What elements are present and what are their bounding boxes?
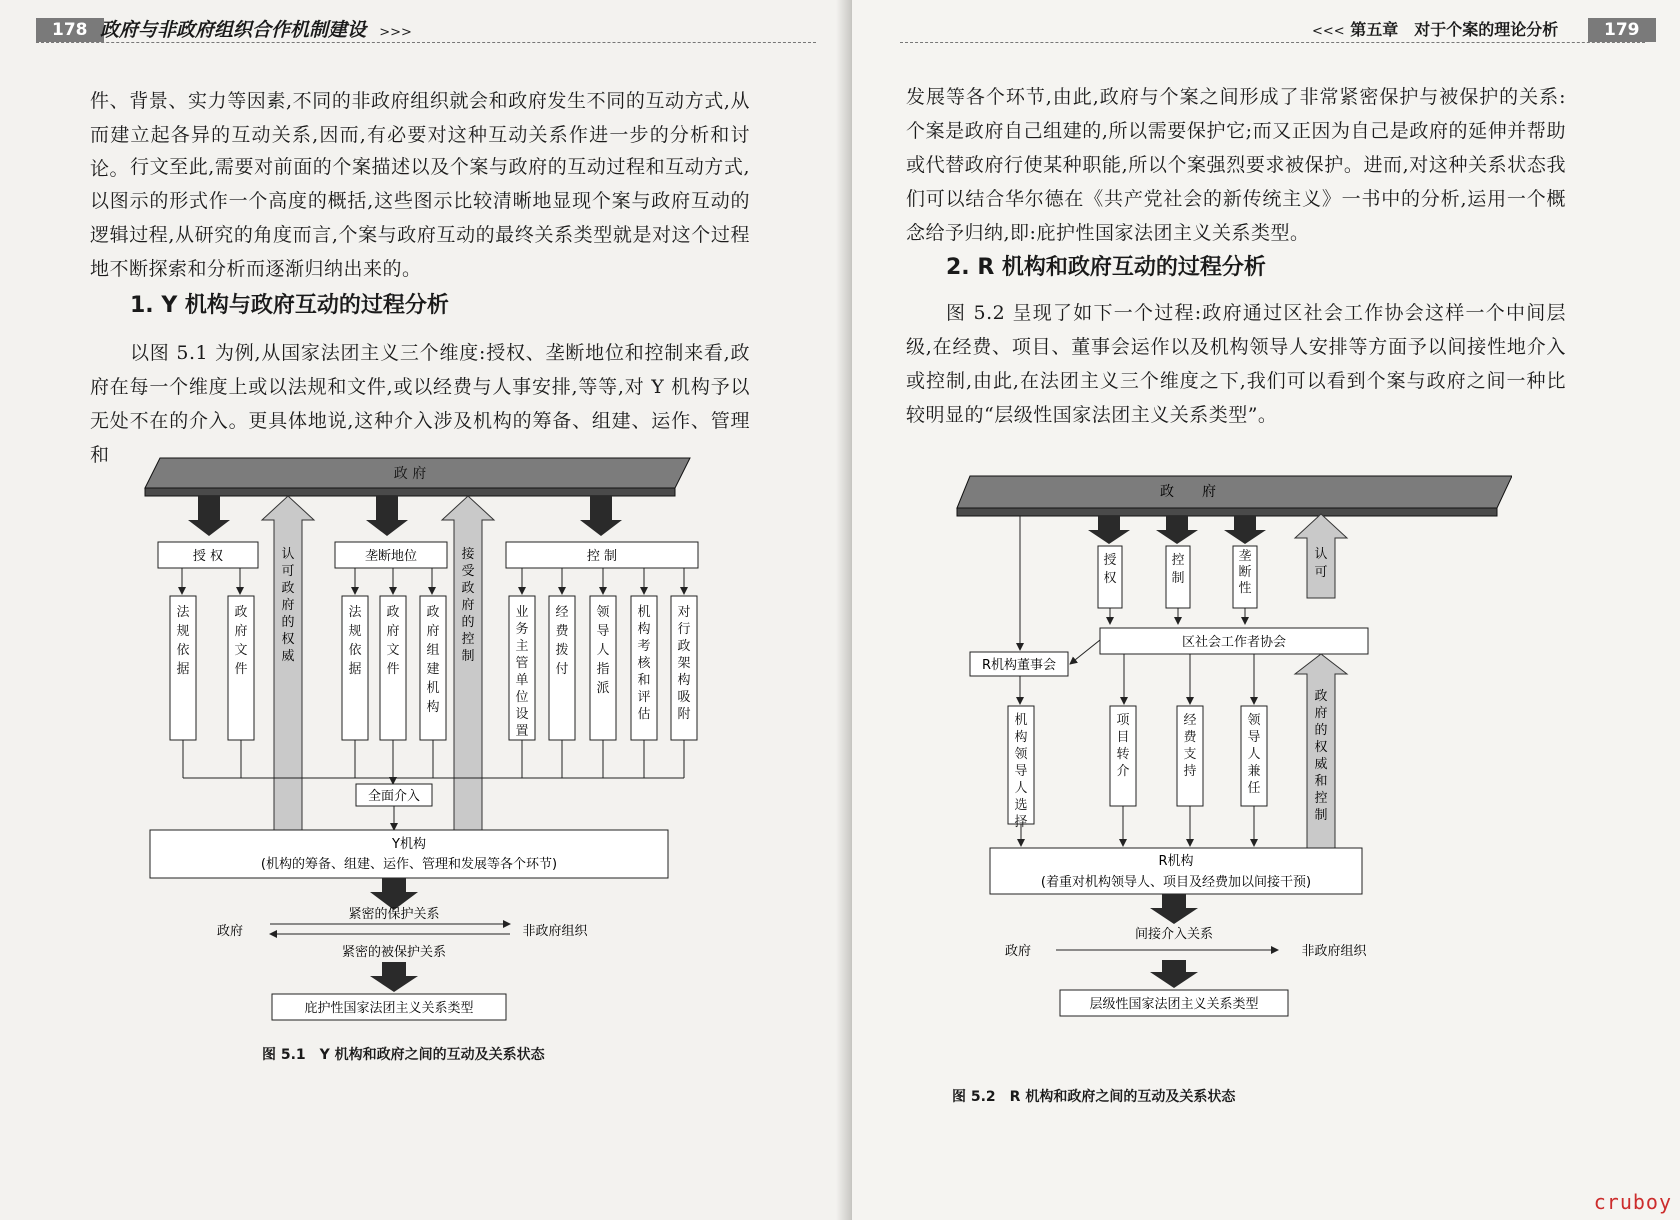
vertical-box-label: 政府文件 <box>234 605 248 677</box>
page-number: 179 <box>1588 18 1656 42</box>
gov-label: 政 府 <box>393 466 427 482</box>
figure-5-1 <box>130 448 710 1048</box>
chapter-title-text: 第五章 对于个案的理论分析 <box>1350 20 1559 39</box>
chapter-title <box>1312 18 1558 44</box>
kongzhi-label: 控制 <box>1171 553 1185 586</box>
vertical-box-label: 项目转介 <box>1116 713 1130 779</box>
vertical-box-label: 经费拨付 <box>555 605 569 677</box>
renke-arrow-label: 认可政府的权威 <box>281 547 295 664</box>
section-title: 2. R 机构和政府互动的过程分析 <box>946 255 1266 280</box>
figure-5-2 <box>952 468 1512 1068</box>
quanmian-label: 全面介入 <box>367 789 421 804</box>
shouquan-label: 授权 <box>1103 553 1117 586</box>
book-title-text: 政府与非政府组织合作机制建设 <box>100 19 367 41</box>
shouquan-label: 授 权 <box>192 549 224 564</box>
jinmi-hu-label: 紧密的保护关系 <box>348 907 440 922</box>
vertical-box-label: 经费支持 <box>1183 713 1197 779</box>
vertical-box-label: 政府组建机构 <box>426 605 440 715</box>
y-title: Y机构 <box>392 837 426 852</box>
vertical-box-label: 法规依据 <box>348 605 362 677</box>
figure-caption: 图 5.2 R 机构和政府之间的互动及关系状态 <box>952 1089 1236 1105</box>
vertical-box-label: 政府文件 <box>386 605 400 677</box>
right-page <box>852 0 1680 1220</box>
body-paragraph: 以图 5.1 为例,从国家法团主义三个维度:授权、垄断地位和控制来看,政府在每一个维度上或以法规和文件,或以经费与人事安排,等等,对 Y 机构予以无处不在的介入。更具体地说,这种介入涉及机构的筹备、组建、运作、管理和 <box>90 342 750 466</box>
result-label: 层级性国家法团主义关系类型 <box>1089 997 1259 1012</box>
header-marks: <<< <box>1312 24 1345 39</box>
longduan-label: 垄断地位 <box>364 549 418 564</box>
header-marks: >>> <box>379 25 412 40</box>
r-subtitle: (着重对机构领导人、项目及经费加以间接干预) <box>1040 875 1312 890</box>
vertical-box-label: 对行政架构吸附 <box>677 605 691 722</box>
jianjie-label: 间接介入关系 <box>1134 927 1214 942</box>
dongshi-label: R机构董事会 <box>981 658 1057 673</box>
ngo-label: 非政府组织 <box>522 924 588 939</box>
body-paragraph: 图 5.2 呈现了如下一个过程:政府通过区社会工作协会这样一个中间层级,在经费、项目、董事会运作以及机构领导人安排等方面予以间接性地介入或控制,由此,在法团主义三个维度之下,我们可以看到个案与政府之间一种比较明显的“层级性国家法团主义关系类型”。 <box>906 302 1566 426</box>
renke-arrow-label: 认可 <box>1314 547 1328 580</box>
quanwei-arrow-label: 政府的权威和控制 <box>1314 689 1328 823</box>
vertical-box-label: 业务主管单位设置 <box>515 605 529 739</box>
vertical-box-label: 机构领导人选择 <box>1014 713 1028 830</box>
figure-caption: 图 5.1 Y 机构和政府之间的互动及关系状态 <box>262 1047 545 1063</box>
vertical-box-label: 领导人指派 <box>596 605 610 696</box>
vertical-box-label: 法规依据 <box>176 605 190 677</box>
right-running-header <box>900 18 1645 43</box>
longduan-label: 垄断性 <box>1238 549 1252 596</box>
body-paragraph: 件、背景、实力等因素,不同的非政府组织就会和政府发生不同的互动方式,从而建立起各异的互动关系,因而,有必要对这种互动关系作进一步的分析和讨论。 <box>90 90 750 180</box>
book-title <box>100 18 412 45</box>
jinmi-bei-label: 紧密的被保护关系 <box>341 945 447 960</box>
gov-short: 政府 <box>216 924 244 939</box>
r-title: R机构 <box>1158 854 1194 869</box>
section-title: 1. Y 机构与政府互动的过程分析 <box>130 293 449 318</box>
vertical-box-label: 机构考核和评估 <box>637 605 651 722</box>
gov-label: 政 府 <box>1160 484 1216 500</box>
ngo-label: 非政府组织 <box>1301 944 1367 959</box>
body-paragraph: 行文至此,需要对前面的个案描述以及个案与政府的互动过程和互动方式,以图示的形式作一个高度的概括,这些图示比较清晰地显现个案与政府互动的逻辑过程,从研究的角度而言,个案与政府互动的最终关系类型就是对这个过程地不断探索和分析而逐渐归纳出来的。 <box>90 156 750 280</box>
left-running-header <box>36 18 816 43</box>
xiehui-label: 区社会工作者协会 <box>1181 635 1287 650</box>
y-subtitle: (机构的筹备、组建、运作、管理和发展等各个环节) <box>260 857 558 872</box>
jieshou-arrow-label: 接受政府的控制 <box>461 547 475 664</box>
body-paragraph: 发展等各个环节,由此,政府与个案之间形成了非常紧密保护与被保护的关系:个案是政府自己组建的,所以需要保护它;而又正因为自己是政府的延伸并帮助或代替政府行使某种职能,所以个案强烈要求被保护。进而,对这种关系状态我们可以结合华尔德在《共产党社会的新传统主义》一书中的分析,运用一个概念给予归纳,即:庇护性国家法团主义关系类型。 <box>906 86 1566 244</box>
page-number: 178 <box>36 18 104 42</box>
watermark: cruboy <box>1593 1190 1672 1214</box>
kongzhi-label: 控 制 <box>586 549 618 564</box>
gov-short: 政府 <box>1004 944 1032 959</box>
down-arrows <box>188 496 622 536</box>
vertical-box-label: 领导人兼任 <box>1247 713 1261 796</box>
result-label: 庇护性国家法团主义关系类型 <box>304 1001 474 1016</box>
